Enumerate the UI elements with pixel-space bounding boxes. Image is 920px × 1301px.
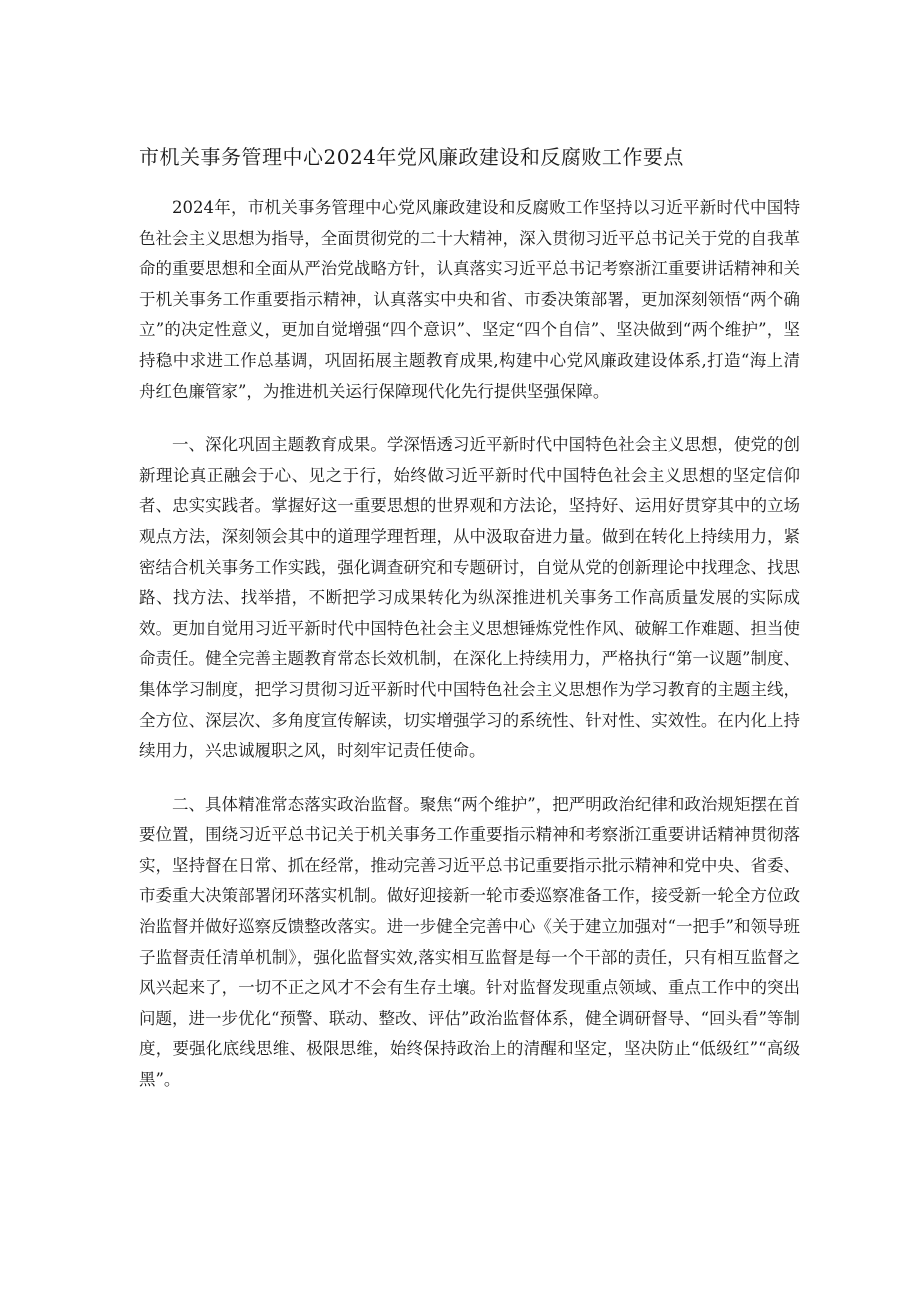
document-body (139, 193, 800, 1119)
paragraph-section-1: 一、深化巩固主题教育成果。学深悟透习近平新时代中国特色社会主义思想，使党的创新理论真正融会于心、见之于行，始终做习近平新时代中国特色社会主义思想的坚定信仰者、忠实实践者。掌握好这一重要思想的世界观和方法论，坚持好、运用好贯穿其中的立场观点方法，深刻领会其中的道理学理哲理，从中汲取奋进力量。做到在转化上持续用力，紧密结合机关事务工作实践，强化调查研究和专题研讨，自觉从党的创新理论中找理念、找思路、找方法、找举措，不断把学习成果转化为纵深推进机关事务工作高质量发展的实际成效。更加自觉用习近平新时代中国特色社会主义思想锤炼党性作风、破解工作难题、担当使命责任。健全完善主题教育常态长效机制，在深化上持续用力，严格执行“第一议题”制度、集体学习制度，把学习贯彻习近平新时代中国特色社会主义思想作为学习教育的主题主线，全方位、深层次、多角度宣传解读，切实增强学习的系统性、针对性、实效性。在内化上持续用力，兴忠诚履职之风，时刻牢记责任使命。 (139, 435, 800, 761)
paragraph-intro: 2024年，市机关事务管理中心党风廉政建设和反腐败工作坚持以习近平新时代中国特色社会主义思想为指导，全面贯彻党的二十大精神，深入贯彻习近平总书记关于党的自我革命的重要思想和全面从严治党战略方针，认真落实习近平总书记考察浙江重要讲话精神和关于机关事务工作重要指示精神，认真落实中央和省、市委决策部署，更加深刻领悟“两个确立”的决定性意义，更加自觉增强“四个意识”、坚定“四个自信”、坚决做到“两个维护”，坚持稳中求进工作总基调，巩固拓展主题教育成果,构建中心党风廉政建设体系,打造“海上清舟红色廉管家”，为推进机关运行保障现代化先行提供坚强保障。 (139, 198, 800, 401)
paragraph-section-2: 二、具体精准常态落实政治监督。聚焦“两个维护”，把严明政治纪律和政治规矩摆在首要位置，围绕习近平总书记关于机关事务工作重要指示精神和考察浙江重要讲话精神贯彻落实，坚持督在日常、抓在经常，推动完善习近平总书记重要指示批示精神和党中央、省委、市委重大决策部署闭环落实机制。做好迎接新一轮市委巡察准备工作，接受新一轮全方位政治监督并做好巡察反馈整改落实。进一步健全完善中心《关于建立加强对“一把手”和领导班子监督责任清单机制》，强化监督实效,落实相互监督是每一个干部的责任，只有相互监督之风兴起来了，一切不正之风才不会有生存土壤。针对监督发现重点领域、重点工作中的突出问题，进一步优化“预警、联动、整改、评估”政治监督体系，健全调研督导、“回头看”等制度，要强化底线思维、极限思维，始终保持政治上的清醒和坚定，坚决防止“低级红”“高级黑”。 (139, 794, 800, 1090)
document-title: 市机关事务管理中心2024年党风廉政建设和反腐败工作要点 (139, 145, 684, 169)
